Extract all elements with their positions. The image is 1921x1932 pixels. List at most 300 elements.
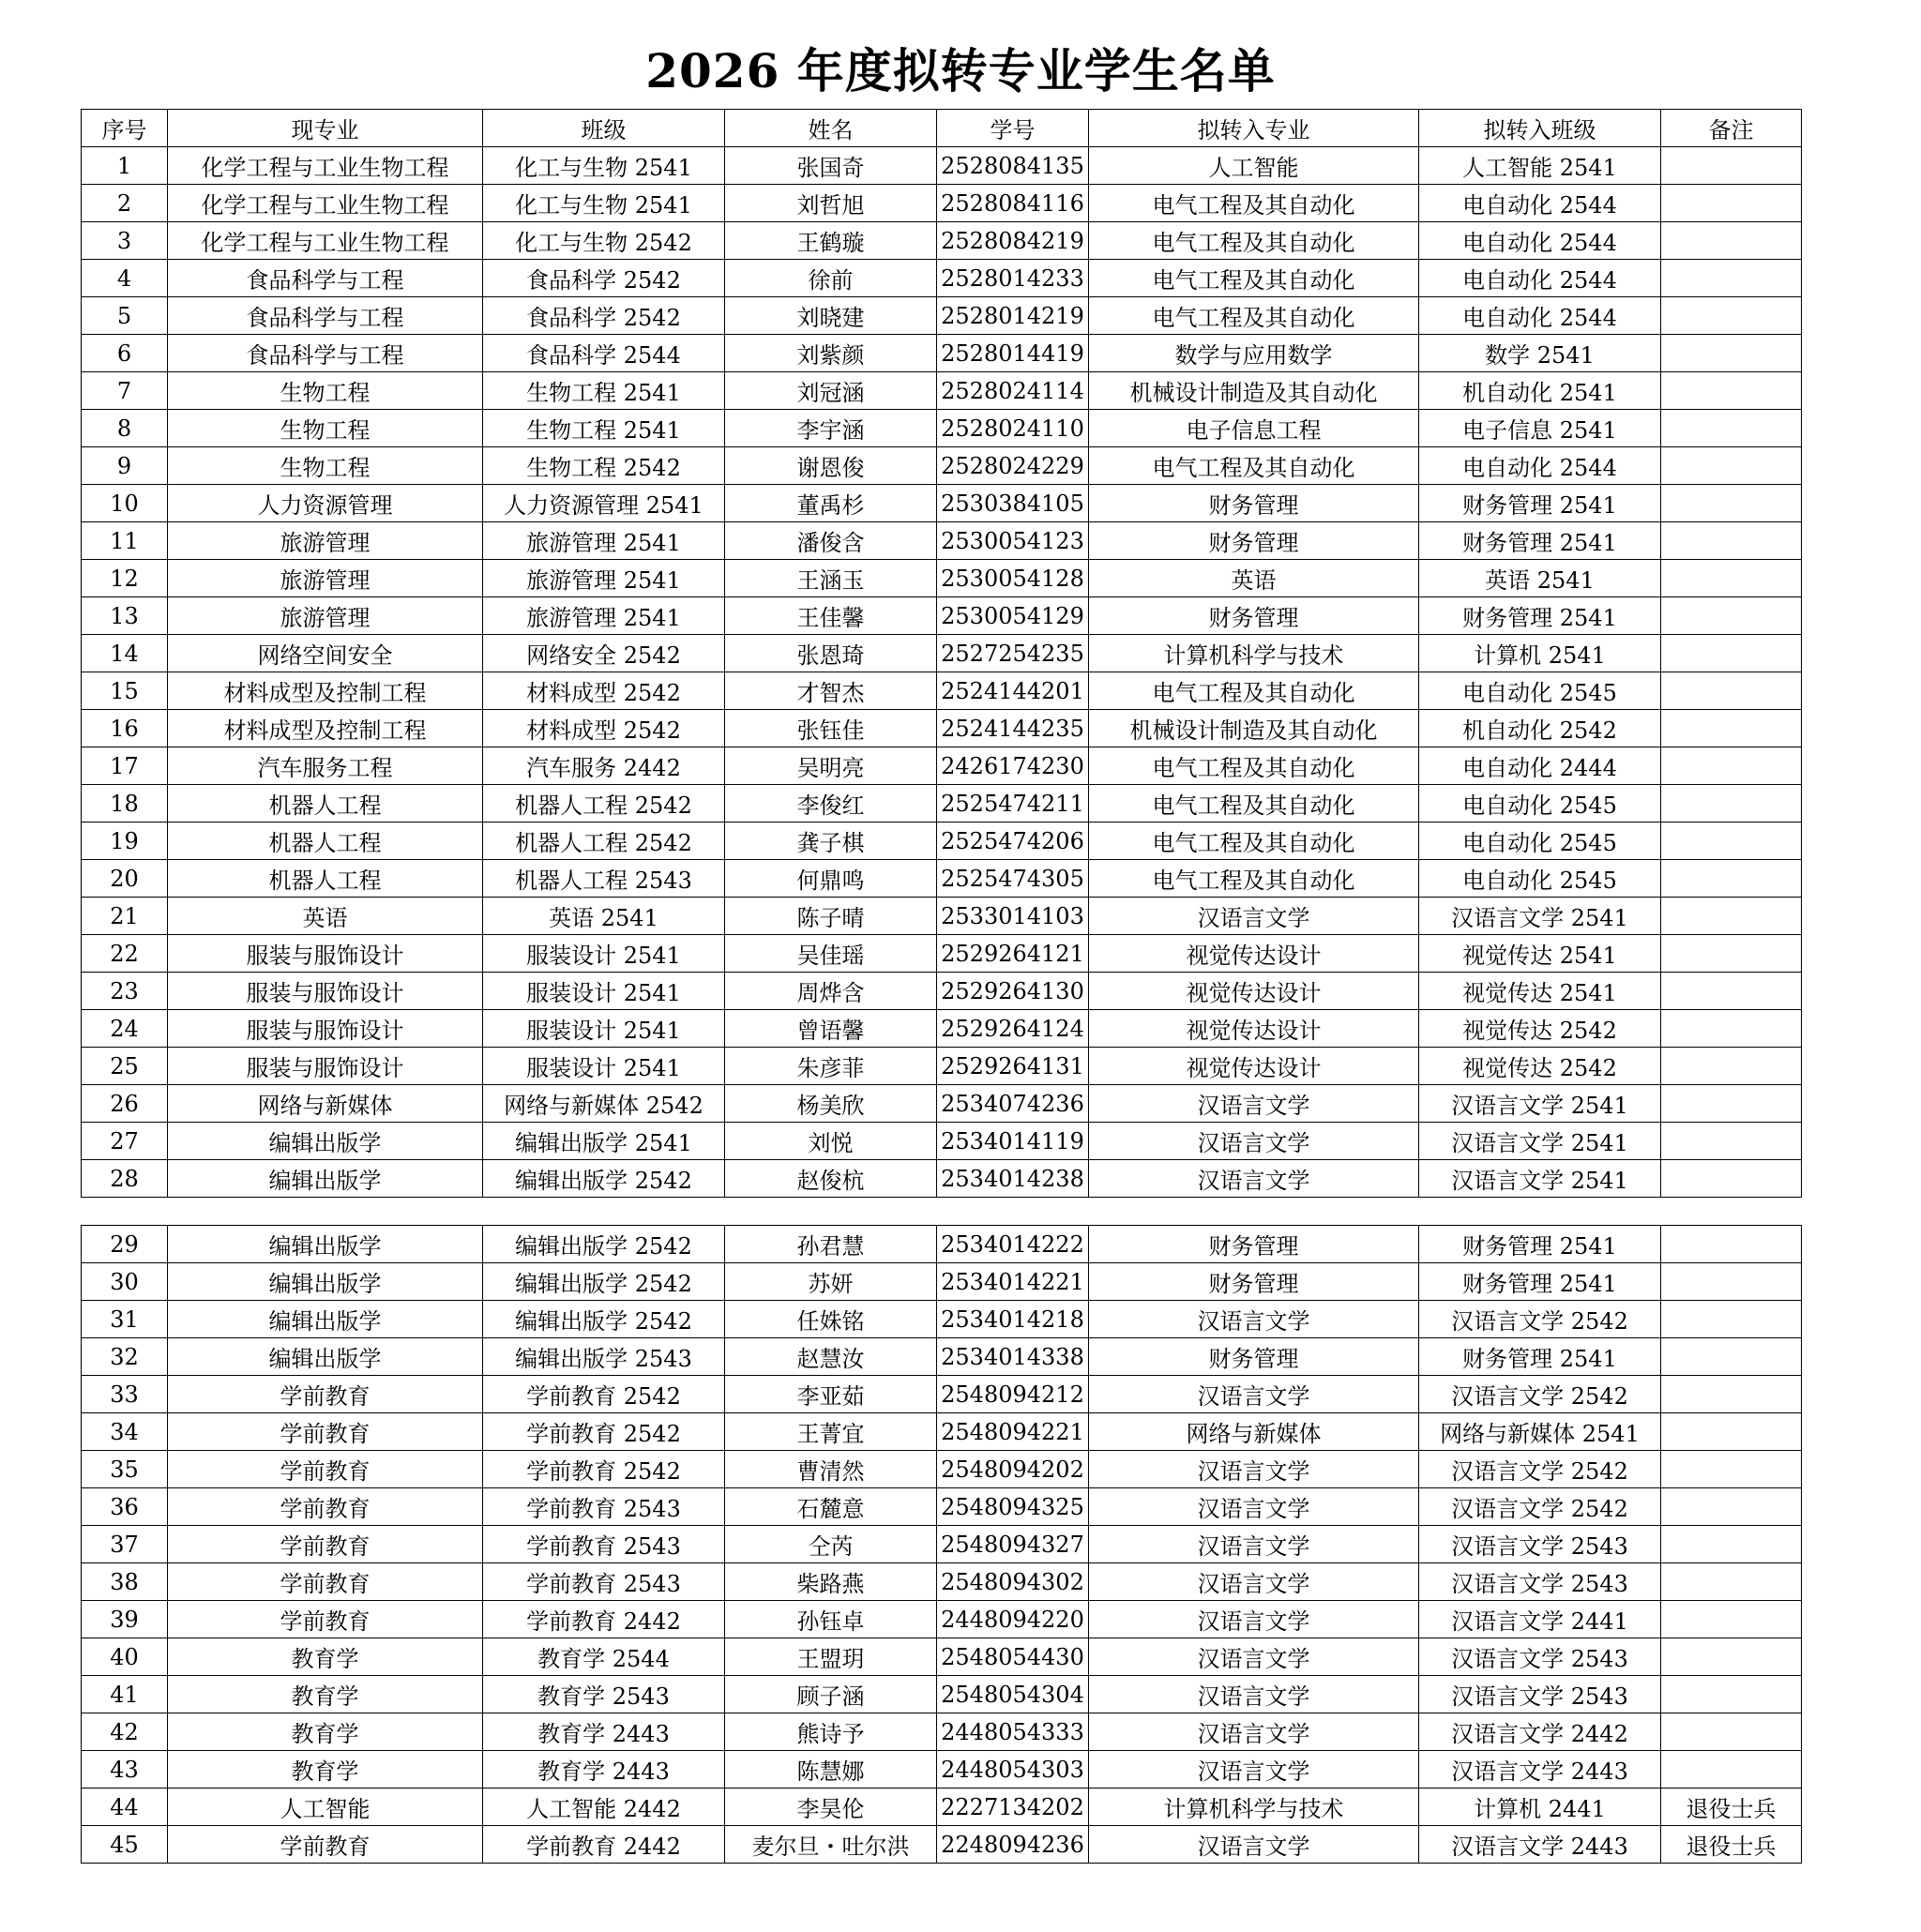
cell-name: 任姝铭 xyxy=(725,1301,937,1338)
cell-index: 34 xyxy=(82,1413,168,1451)
cell-target-class: 电自动化 2545 xyxy=(1419,860,1661,898)
cell-name: 苏妍 xyxy=(725,1263,937,1301)
cell-name: 曹清然 xyxy=(725,1451,937,1488)
cell-index: 24 xyxy=(82,1010,168,1048)
cell-index: 23 xyxy=(82,973,168,1010)
cell-current-major: 材料成型及控制工程 xyxy=(168,672,483,710)
cell-current-major: 教育学 xyxy=(168,1638,483,1676)
cell-target-class: 财务管理 2541 xyxy=(1419,597,1661,635)
cell-remarks xyxy=(1661,823,1802,860)
cell-name: 王鹤璇 xyxy=(725,222,937,260)
cell-student-id: 2529264121 xyxy=(937,935,1089,973)
cell-target-major: 电气工程及其自动化 xyxy=(1089,447,1419,485)
cell-student-id: 2528024229 xyxy=(937,447,1089,485)
cell-target-class: 电自动化 2544 xyxy=(1419,447,1661,485)
cell-student-id: 2448094220 xyxy=(937,1601,1089,1638)
cell-current-major: 编辑出版学 xyxy=(168,1123,483,1160)
table-row xyxy=(82,560,1802,597)
cell-current-major: 编辑出版学 xyxy=(168,1263,483,1301)
cell-remarks xyxy=(1661,785,1802,823)
cell-index: 2 xyxy=(82,185,168,222)
cell-current-major: 食品科学与工程 xyxy=(168,297,483,335)
cell-remarks xyxy=(1661,1488,1802,1526)
cell-remarks xyxy=(1661,1413,1802,1451)
table-row xyxy=(82,635,1802,672)
cell-class: 生物工程 2542 xyxy=(483,447,725,485)
cell-current-major: 网络与新媒体 xyxy=(168,1085,483,1123)
cell-target-class: 电自动化 2544 xyxy=(1419,185,1661,222)
cell-target-major: 电气工程及其自动化 xyxy=(1089,823,1419,860)
table-row xyxy=(82,1085,1802,1123)
cell-current-major: 人工智能 xyxy=(168,1789,483,1826)
cell-student-id: 2548094302 xyxy=(937,1563,1089,1601)
cell-index: 16 xyxy=(82,710,168,747)
cell-remarks xyxy=(1661,335,1802,372)
cell-current-major: 人力资源管理 xyxy=(168,485,483,522)
cell-target-major: 财务管理 xyxy=(1089,485,1419,522)
cell-remarks: 退役士兵 xyxy=(1661,1826,1802,1864)
cell-class: 旅游管理 2541 xyxy=(483,522,725,560)
cell-target-class: 财务管理 2541 xyxy=(1419,522,1661,560)
table-row xyxy=(82,1226,1802,1263)
cell-current-major: 学前教育 xyxy=(168,1526,483,1563)
table-row xyxy=(82,1263,1802,1301)
cell-current-major: 机器人工程 xyxy=(168,860,483,898)
cell-current-major: 化学工程与工业生物工程 xyxy=(168,185,483,222)
cell-current-major: 英语 xyxy=(168,898,483,935)
header-current-major: 现专业 xyxy=(168,110,483,147)
cell-name: 杨美欣 xyxy=(725,1085,937,1123)
cell-student-id: 2528084219 xyxy=(937,222,1089,260)
cell-name: 李昊伦 xyxy=(725,1789,937,1826)
cell-target-class: 计算机 2541 xyxy=(1419,635,1661,672)
cell-student-id: 2528024114 xyxy=(937,372,1089,410)
cell-name: 李宇涵 xyxy=(725,410,937,447)
cell-remarks xyxy=(1661,1601,1802,1638)
cell-target-class: 汉语言文学 2443 xyxy=(1419,1751,1661,1789)
cell-index: 28 xyxy=(82,1160,168,1198)
cell-current-major: 旅游管理 xyxy=(168,597,483,635)
cell-target-major: 财务管理 xyxy=(1089,1226,1419,1263)
cell-name: 王菁宜 xyxy=(725,1413,937,1451)
cell-class: 网络安全 2542 xyxy=(483,635,725,672)
cell-target-class: 财务管理 2541 xyxy=(1419,1338,1661,1376)
cell-index: 19 xyxy=(82,823,168,860)
cell-student-id: 2525474305 xyxy=(937,860,1089,898)
table-row xyxy=(82,1713,1802,1751)
cell-name: 何鼎鸣 xyxy=(725,860,937,898)
header-student-id: 学号 xyxy=(937,110,1089,147)
cell-index: 20 xyxy=(82,860,168,898)
cell-target-class: 机自动化 2541 xyxy=(1419,372,1661,410)
cell-remarks xyxy=(1661,672,1802,710)
cell-name: 刘哲旭 xyxy=(725,185,937,222)
cell-target-major: 计算机科学与技术 xyxy=(1089,635,1419,672)
cell-student-id: 2534014218 xyxy=(937,1301,1089,1338)
cell-target-major: 财务管理 xyxy=(1089,1263,1419,1301)
cell-index: 44 xyxy=(82,1789,168,1826)
cell-class: 人工智能 2442 xyxy=(483,1789,725,1826)
cell-name: 曾语馨 xyxy=(725,1010,937,1048)
header-index: 序号 xyxy=(82,110,168,147)
cell-target-major: 电气工程及其自动化 xyxy=(1089,747,1419,785)
cell-target-class: 电子信息 2541 xyxy=(1419,410,1661,447)
table-row xyxy=(82,1488,1802,1526)
cell-name: 潘俊含 xyxy=(725,522,937,560)
cell-remarks xyxy=(1661,1751,1802,1789)
cell-remarks xyxy=(1661,710,1802,747)
cell-student-id: 2534014238 xyxy=(937,1160,1089,1198)
cell-name: 吴佳瑶 xyxy=(725,935,937,973)
cell-student-id: 2534014222 xyxy=(937,1226,1089,1263)
cell-target-major: 汉语言文学 xyxy=(1089,1123,1419,1160)
cell-class: 编辑出版学 2542 xyxy=(483,1226,725,1263)
cell-student-id: 2548094325 xyxy=(937,1488,1089,1526)
cell-target-class: 汉语言文学 2543 xyxy=(1419,1563,1661,1601)
cell-target-major: 机械设计制造及其自动化 xyxy=(1089,372,1419,410)
table-row xyxy=(82,485,1802,522)
cell-name: 顾子涵 xyxy=(725,1676,937,1713)
cell-index: 36 xyxy=(82,1488,168,1526)
table-row xyxy=(82,785,1802,823)
cell-index: 14 xyxy=(82,635,168,672)
page-title: 2026 年度拟转专业学生名单 xyxy=(645,43,1276,98)
cell-target-class: 汉语言文学 2541 xyxy=(1419,898,1661,935)
cell-student-id: 2528014233 xyxy=(937,260,1089,297)
cell-name: 王佳馨 xyxy=(725,597,937,635)
table-row xyxy=(82,1376,1802,1413)
cell-student-id: 2548094212 xyxy=(937,1376,1089,1413)
cell-current-major: 旅游管理 xyxy=(168,560,483,597)
cell-target-class: 汉语言文学 2543 xyxy=(1419,1638,1661,1676)
cell-remarks xyxy=(1661,485,1802,522)
cell-target-major: 电气工程及其自动化 xyxy=(1089,785,1419,823)
cell-index: 8 xyxy=(82,410,168,447)
cell-student-id: 2227134202 xyxy=(937,1789,1089,1826)
header-target-major: 拟转入专业 xyxy=(1089,110,1419,147)
cell-index: 33 xyxy=(82,1376,168,1413)
cell-current-major: 编辑出版学 xyxy=(168,1301,483,1338)
cell-target-major: 电气工程及其自动化 xyxy=(1089,222,1419,260)
cell-class: 编辑出版学 2542 xyxy=(483,1263,725,1301)
table-row xyxy=(82,1526,1802,1563)
cell-current-major: 化学工程与工业生物工程 xyxy=(168,147,483,185)
cell-name: 熊诗予 xyxy=(725,1713,937,1751)
cell-target-class: 网络与新媒体 2541 xyxy=(1419,1413,1661,1451)
cell-name: 刘晓建 xyxy=(725,297,937,335)
cell-index: 40 xyxy=(82,1638,168,1676)
cell-name: 董禹杉 xyxy=(725,485,937,522)
table-row xyxy=(82,1160,1802,1198)
cell-current-major: 汽车服务工程 xyxy=(168,747,483,785)
cell-target-class: 汉语言文学 2541 xyxy=(1419,1160,1661,1198)
cell-target-major: 汉语言文学 xyxy=(1089,1160,1419,1198)
cell-student-id: 2548094327 xyxy=(937,1526,1089,1563)
cell-class: 机器人工程 2542 xyxy=(483,785,725,823)
cell-index: 7 xyxy=(82,372,168,410)
cell-target-major: 汉语言文学 xyxy=(1089,1826,1419,1864)
cell-student-id: 2426174230 xyxy=(937,747,1089,785)
cell-class: 编辑出版学 2541 xyxy=(483,1123,725,1160)
cell-remarks xyxy=(1661,372,1802,410)
cell-current-major: 生物工程 xyxy=(168,410,483,447)
cell-remarks xyxy=(1661,222,1802,260)
cell-class: 学前教育 2442 xyxy=(483,1826,725,1864)
cell-target-major: 电气工程及其自动化 xyxy=(1089,260,1419,297)
cell-class: 学前教育 2543 xyxy=(483,1563,725,1601)
cell-student-id: 2529264131 xyxy=(937,1048,1089,1085)
cell-index: 22 xyxy=(82,935,168,973)
table-row xyxy=(82,898,1802,935)
table-header-row xyxy=(82,110,1802,147)
cell-student-id: 2534014221 xyxy=(937,1263,1089,1301)
cell-name: 张国奇 xyxy=(725,147,937,185)
header-target-class: 拟转入班级 xyxy=(1419,110,1661,147)
cell-target-major: 英语 xyxy=(1089,560,1419,597)
cell-index: 21 xyxy=(82,898,168,935)
cell-remarks xyxy=(1661,635,1802,672)
cell-current-major: 材料成型及控制工程 xyxy=(168,710,483,747)
cell-name: 王盟玥 xyxy=(725,1638,937,1676)
cell-index: 13 xyxy=(82,597,168,635)
cell-student-id: 2527254235 xyxy=(937,635,1089,672)
cell-student-id: 2534014338 xyxy=(937,1338,1089,1376)
cell-student-id: 2548054430 xyxy=(937,1638,1089,1676)
table-row xyxy=(82,1338,1802,1376)
cell-index: 29 xyxy=(82,1226,168,1263)
cell-remarks xyxy=(1661,147,1802,185)
cell-student-id: 2529264124 xyxy=(937,1010,1089,1048)
cell-remarks xyxy=(1661,935,1802,973)
cell-index: 32 xyxy=(82,1338,168,1376)
cell-student-id: 2530384105 xyxy=(937,485,1089,522)
cell-index: 45 xyxy=(82,1826,168,1864)
cell-name: 张钰佳 xyxy=(725,710,937,747)
cell-target-class: 汉语言文学 2543 xyxy=(1419,1676,1661,1713)
table-row xyxy=(82,823,1802,860)
cell-target-class: 数学 2541 xyxy=(1419,335,1661,372)
cell-current-major: 学前教育 xyxy=(168,1413,483,1451)
cell-current-major: 教育学 xyxy=(168,1751,483,1789)
cell-class: 生物工程 2541 xyxy=(483,410,725,447)
cell-target-major: 汉语言文学 xyxy=(1089,1638,1419,1676)
cell-index: 43 xyxy=(82,1751,168,1789)
cell-current-major: 编辑出版学 xyxy=(168,1226,483,1263)
table-row xyxy=(82,710,1802,747)
table-row xyxy=(82,1301,1802,1338)
cell-current-major: 旅游管理 xyxy=(168,522,483,560)
cell-class: 教育学 2443 xyxy=(483,1751,725,1789)
cell-target-major: 汉语言文学 xyxy=(1089,1601,1419,1638)
cell-target-major: 人工智能 xyxy=(1089,147,1419,185)
cell-remarks xyxy=(1661,1048,1802,1085)
table-row xyxy=(82,597,1802,635)
cell-target-major: 机械设计制造及其自动化 xyxy=(1089,710,1419,747)
cell-student-id: 2248094236 xyxy=(937,1826,1089,1864)
cell-index: 37 xyxy=(82,1526,168,1563)
cell-remarks xyxy=(1661,973,1802,1010)
cell-class: 编辑出版学 2542 xyxy=(483,1160,725,1198)
cell-remarks xyxy=(1661,1123,1802,1160)
cell-target-class: 电自动化 2544 xyxy=(1419,222,1661,260)
cell-student-id: 2534074236 xyxy=(937,1085,1089,1123)
cell-class: 教育学 2443 xyxy=(483,1713,725,1751)
cell-target-class: 财务管理 2541 xyxy=(1419,1226,1661,1263)
cell-target-major: 视觉传达设计 xyxy=(1089,973,1419,1010)
cell-remarks xyxy=(1661,1338,1802,1376)
cell-target-major: 汉语言文学 xyxy=(1089,1488,1419,1526)
cell-target-class: 汉语言文学 2441 xyxy=(1419,1601,1661,1638)
cell-target-class: 汉语言文学 2442 xyxy=(1419,1713,1661,1751)
cell-target-class: 电自动化 2545 xyxy=(1419,785,1661,823)
cell-target-class: 财务管理 2541 xyxy=(1419,485,1661,522)
cell-target-major: 电气工程及其自动化 xyxy=(1089,297,1419,335)
table-row xyxy=(82,1413,1802,1451)
cell-index: 26 xyxy=(82,1085,168,1123)
cell-index: 4 xyxy=(82,260,168,297)
cell-class: 人力资源管理 2541 xyxy=(483,485,725,522)
cell-remarks xyxy=(1661,1160,1802,1198)
cell-target-class: 机自动化 2542 xyxy=(1419,710,1661,747)
table-row xyxy=(82,447,1802,485)
cell-class: 学前教育 2543 xyxy=(483,1526,725,1563)
cell-student-id: 2533014103 xyxy=(937,898,1089,935)
cell-current-major: 食品科学与工程 xyxy=(168,335,483,372)
cell-index: 11 xyxy=(82,522,168,560)
cell-class: 学前教育 2442 xyxy=(483,1601,725,1638)
cell-remarks xyxy=(1661,1676,1802,1713)
cell-target-major: 视觉传达设计 xyxy=(1089,935,1419,973)
cell-target-class: 电自动化 2544 xyxy=(1419,260,1661,297)
header-remarks: 备注 xyxy=(1661,110,1802,147)
cell-remarks xyxy=(1661,410,1802,447)
cell-target-major: 网络与新媒体 xyxy=(1089,1413,1419,1451)
cell-remarks xyxy=(1661,898,1802,935)
cell-student-id: 2528024110 xyxy=(937,410,1089,447)
cell-class: 化工与生物 2541 xyxy=(483,185,725,222)
cell-student-id: 2525474206 xyxy=(937,823,1089,860)
cell-remarks xyxy=(1661,260,1802,297)
cell-target-class: 汉语言文学 2541 xyxy=(1419,1123,1661,1160)
cell-remarks xyxy=(1661,1638,1802,1676)
table-row xyxy=(82,372,1802,410)
cell-target-major: 电气工程及其自动化 xyxy=(1089,860,1419,898)
cell-target-class: 汉语言文学 2443 xyxy=(1419,1826,1661,1864)
cell-remarks xyxy=(1661,1010,1802,1048)
cell-target-class: 汉语言文学 2542 xyxy=(1419,1488,1661,1526)
cell-target-class: 电自动化 2545 xyxy=(1419,672,1661,710)
cell-class: 旅游管理 2541 xyxy=(483,560,725,597)
cell-target-major: 财务管理 xyxy=(1089,597,1419,635)
cell-name: 张恩琦 xyxy=(725,635,937,672)
cell-target-major: 电子信息工程 xyxy=(1089,410,1419,447)
cell-student-id: 2530054123 xyxy=(937,522,1089,560)
cell-name: 赵慧汝 xyxy=(725,1338,937,1376)
cell-current-major: 服装与服饰设计 xyxy=(168,1010,483,1048)
cell-target-class: 汉语言文学 2542 xyxy=(1419,1451,1661,1488)
cell-name: 赵俊杭 xyxy=(725,1160,937,1198)
cell-remarks xyxy=(1661,1563,1802,1601)
table-row xyxy=(82,1789,1802,1826)
cell-student-id: 2528014219 xyxy=(937,297,1089,335)
cell-name: 麦尔旦・吐尔洪 xyxy=(725,1826,937,1864)
cell-current-major: 食品科学与工程 xyxy=(168,260,483,297)
cell-remarks xyxy=(1661,297,1802,335)
cell-target-major: 计算机科学与技术 xyxy=(1089,1789,1419,1826)
cell-remarks xyxy=(1661,1526,1802,1563)
table-row xyxy=(82,1826,1802,1864)
cell-index: 25 xyxy=(82,1048,168,1085)
table-row xyxy=(82,1451,1802,1488)
cell-current-major: 教育学 xyxy=(168,1676,483,1713)
cell-target-major: 数学与应用数学 xyxy=(1089,335,1419,372)
table-row xyxy=(82,410,1802,447)
cell-name: 李俊红 xyxy=(725,785,937,823)
cell-class: 化工与生物 2542 xyxy=(483,222,725,260)
cell-student-id: 2534014119 xyxy=(937,1123,1089,1160)
cell-remarks xyxy=(1661,860,1802,898)
table-row xyxy=(82,1123,1802,1160)
cell-class: 编辑出版学 2543 xyxy=(483,1338,725,1376)
table-row xyxy=(82,335,1802,372)
cell-class: 服装设计 2541 xyxy=(483,935,725,973)
cell-current-major: 学前教育 xyxy=(168,1601,483,1638)
cell-class: 教育学 2544 xyxy=(483,1638,725,1676)
table-row xyxy=(82,1676,1802,1713)
cell-student-id: 2528014419 xyxy=(937,335,1089,372)
cell-current-major: 教育学 xyxy=(168,1713,483,1751)
cell-name: 吴明亮 xyxy=(725,747,937,785)
table-row xyxy=(82,1563,1802,1601)
student-table-part-1 xyxy=(81,109,1802,1198)
cell-student-id: 2548094202 xyxy=(937,1451,1089,1488)
cell-class: 材料成型 2542 xyxy=(483,672,725,710)
cell-name: 徐前 xyxy=(725,260,937,297)
cell-index: 31 xyxy=(82,1301,168,1338)
table-row xyxy=(82,1601,1802,1638)
cell-class: 食品科学 2544 xyxy=(483,335,725,372)
cell-target-class: 人工智能 2541 xyxy=(1419,147,1661,185)
cell-remarks xyxy=(1661,747,1802,785)
table-row xyxy=(82,672,1802,710)
cell-name: 朱彦菲 xyxy=(725,1048,937,1085)
table-row xyxy=(82,973,1802,1010)
table-row xyxy=(82,1048,1802,1085)
cell-remarks xyxy=(1661,1451,1802,1488)
cell-index: 39 xyxy=(82,1601,168,1638)
cell-current-major: 学前教育 xyxy=(168,1563,483,1601)
cell-student-id: 2448054333 xyxy=(937,1713,1089,1751)
cell-remarks xyxy=(1661,522,1802,560)
cell-class: 服装设计 2541 xyxy=(483,973,725,1010)
cell-remarks xyxy=(1661,185,1802,222)
cell-class: 服装设计 2541 xyxy=(483,1010,725,1048)
cell-student-id: 2448054303 xyxy=(937,1751,1089,1789)
cell-class: 材料成型 2542 xyxy=(483,710,725,747)
cell-remarks xyxy=(1661,1263,1802,1301)
cell-student-id: 2529264130 xyxy=(937,973,1089,1010)
cell-class: 编辑出版学 2542 xyxy=(483,1301,725,1338)
cell-name: 陈子晴 xyxy=(725,898,937,935)
table-row xyxy=(82,297,1802,335)
table-row xyxy=(82,1010,1802,1048)
cell-name: 柴路燕 xyxy=(725,1563,937,1601)
cell-index: 3 xyxy=(82,222,168,260)
cell-name: 石麓意 xyxy=(725,1488,937,1526)
cell-target-class: 财务管理 2541 xyxy=(1419,1263,1661,1301)
cell-class: 食品科学 2542 xyxy=(483,297,725,335)
cell-target-major: 汉语言文学 xyxy=(1089,1085,1419,1123)
